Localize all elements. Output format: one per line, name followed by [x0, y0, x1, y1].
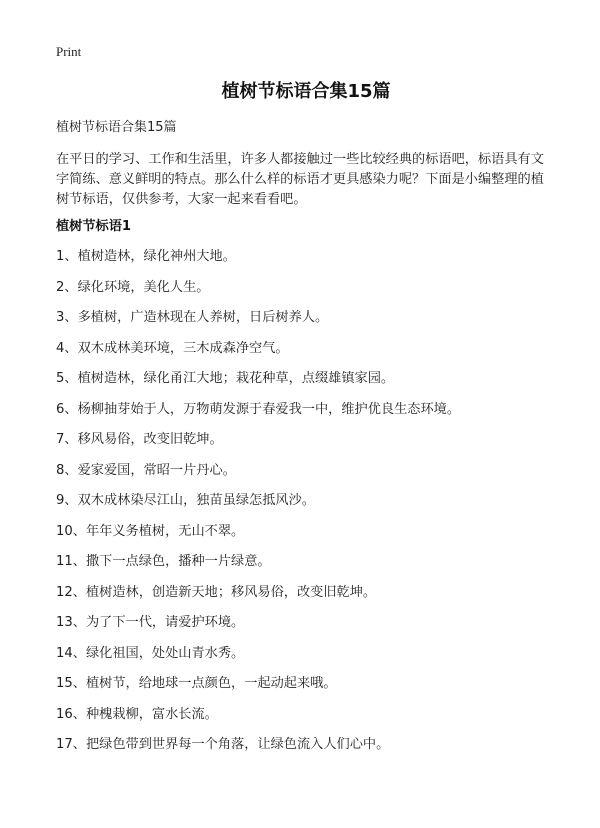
- list-item: 6、杨柳抽芽始于人，万物萌发源于春爱我一中，维护优良生态环境。: [56, 401, 461, 417]
- list-item: 13、为了下一代，请爱护环境。: [56, 615, 245, 630]
- document-subtitle: 植树节标语合集15篇: [56, 120, 177, 135]
- list-item: 7、移风易俗，改变旧乾坤。: [56, 432, 223, 447]
- list-item: 10、年年义务植树，无山不翠。: [56, 523, 245, 539]
- list-item: 14、绿化祖国，处处山青水秀。: [56, 645, 245, 661]
- list-item: 8、爱家爱国，常昭一片丹心。: [56, 462, 236, 478]
- list-item: 17、把绿色带到世界每一个角落，让绿色流入人们心中。: [56, 737, 390, 752]
- list-item: 15、植树节，给地球一点颜色，一起动起来哦。: [56, 676, 337, 691]
- list-item: 1、植树造林，绿化神州大地。: [56, 249, 236, 264]
- document-title: 植树节标语合集15篇: [221, 81, 391, 102]
- print-link[interactable]: Print: [56, 44, 82, 59]
- list-item: 3、多植树，广造林现在人养树，日后树养人。: [56, 310, 329, 325]
- list-item: 5、植树造林，绿化甬江大地；栽花种草，点缀雄镇家园。: [56, 371, 395, 386]
- list-item: 2、绿化环境，美化人生。: [56, 279, 210, 295]
- list-item: 9、双木成林染尽江山，独苗虽绿怎抵风沙。: [56, 493, 315, 508]
- section-heading: 植树节标语1: [56, 219, 132, 234]
- intro-paragraph: 在平日的学习、工作和生活里，许多人都接触过一些比较经典的标语吧，标语具有文字简练、意义鲜明的特点。那么什么样的标语才更具感染力呢？下面是小编整理的植树节标语，仅供参考，大家一起来看看吧。: [56, 152, 544, 207]
- list-item: 11、撒下一点绿色，播种一片绿意。: [56, 554, 271, 569]
- slogan-list: [56, 248, 556, 767]
- list-item: 12、植树造林，创造新天地；移风易俗，改变旧乾坤。: [56, 584, 377, 600]
- list-item: 16、种槐栽柳，富水长流。: [56, 706, 218, 722]
- list-item: 4、双木成林美环境，三木成森净空气。: [56, 340, 289, 356]
